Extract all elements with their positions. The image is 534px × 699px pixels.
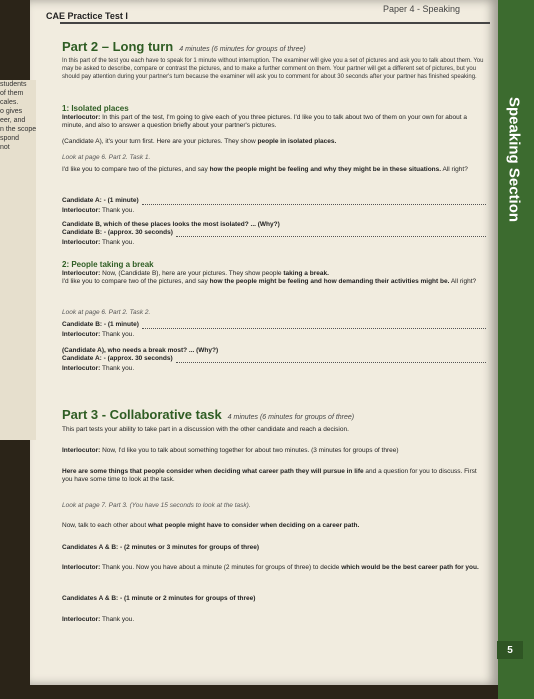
section1-compare: I'd like you to compare two of the pictures, and say how the people might be feeling and why they might be in these situations. All right?	[62, 166, 468, 173]
section2-candidate-b-line: Candidate B: - (1 minute)	[62, 321, 486, 329]
paper-tag: Paper 4 - Speaking	[383, 4, 461, 14]
header-rule	[60, 22, 490, 24]
section1-thanks1: Interlocutor: Thank you.	[62, 207, 135, 214]
section-label: Speaking Section	[505, 97, 523, 223]
part2-timing: 4 minutes (6 minutes for groups of three)	[179, 46, 306, 53]
book-page	[30, 0, 498, 685]
part2-intro: In this part of the test you each have to speak for 1 minute without interruption. The examiner will give you a set of pictures and ask you to talk about them. You may be asked to describe, compare or contrast the pictures, and to make a further comment on them. Your partner will get a different set of pictures, but you should pay attention during your partner's turn because the examiner will ask you to comment for about 30 seconds after your partner has finished speaking.	[62, 58, 484, 80]
part2-title: Part 2 – Long turn	[62, 39, 174, 54]
page-number: 5	[497, 641, 523, 659]
edge-text: cales.	[0, 99, 19, 106]
test-title: CAE Practice Test I	[46, 11, 128, 21]
section2-title: 2: People taking a break	[62, 260, 154, 269]
edge-text: eer, and	[0, 117, 26, 124]
section1-thanks2: Interlocutor: Thank you.	[62, 239, 135, 246]
part3-timing: 4 minutes (6 minutes for groups of three)	[227, 414, 355, 421]
section1-look: Look at page 6. Part 2. Task 1.	[62, 154, 151, 161]
section2-question-a: (Candidate A), who needs a break most? ... (Why?)	[62, 347, 219, 354]
edge-text: o gives	[0, 108, 23, 115]
section1-question-b: Candidate B, which of these places looks the most isolated? ... (Why?)	[62, 221, 280, 228]
edge-text: spond	[0, 135, 20, 142]
edge-text: students	[0, 81, 27, 88]
part3-task-intro: Here are some things that people consider when deciding what career path they will pursue in life and a question for you to discuss. First you have some time to look at the task.	[62, 468, 477, 483]
part3-candidates-line1: Candidates A & B: - (2 minutes or 3 minutes for groups of three)	[62, 544, 260, 551]
section2-thanks1: Interlocutor: Thank you.	[62, 331, 135, 338]
part3-look: Look at page 7. Part 3. (You have 15 seconds to look at the task).	[62, 502, 251, 509]
part3-talk: Now, talk to each other about what people might have to consider when deciding on a career path.	[62, 522, 360, 529]
section2-thanks2: Interlocutor: Thank you.	[62, 365, 135, 372]
section2-compare: I'd like you to compare two of the pictures, and say how the people might be feeling and how demanding their activities might be. All right?	[62, 278, 477, 285]
part3-candidates-line2: Candidates A & B: - (1 minute or 2 minutes for groups of three)	[62, 595, 256, 602]
part3-decide: Interlocutor: Thank you. Now you have about a minute (2 minutes for groups of three) to decide which would be the best career path for you.	[62, 564, 479, 571]
part3-interlocutor-line1: Interlocutor: Now, I'd like you to talk about something together for about two minutes. (3 minutes for groups of three)	[62, 447, 399, 454]
edge-text: not	[0, 144, 10, 151]
section1-candidate-a-intro: (Candidate A), it's your turn first. Here are your pictures. They show people in isolated places.	[62, 138, 337, 145]
section1-title: 1: Isolated places	[62, 104, 129, 113]
part3-title: Part 3 - Collaborative task	[62, 407, 222, 422]
section2-candidate-a-line: Candidate A: - (approx. 30 seconds)	[62, 355, 486, 363]
edge-text: n the scope	[0, 126, 36, 133]
previous-page-edge	[0, 80, 36, 440]
part2-heading	[62, 38, 486, 56]
section2-interlocutor: Interlocutor: Now, (Candidate B), here are your pictures. They show people taking a break.	[62, 270, 329, 277]
section2-look: Look at page 6. Part 2. Task 2.	[62, 309, 151, 316]
part3-heading	[62, 406, 486, 424]
part3-intro: This part tests your ability to take part in a discussion with the other candidate and reach a decision.	[62, 426, 349, 433]
edge-text: of them	[0, 90, 24, 97]
part3-thanks: Interlocutor: Thank you.	[62, 616, 135, 623]
section1-candidate-a-line: Candidate A: - (1 minute)	[62, 197, 486, 205]
section1-candidate-b-line: Candidate B: - (approx. 30 seconds)	[62, 229, 486, 237]
section1-interlocutor: Interlocutor: In this part of the test, I'm going to give each of you three pictures. I'd like you to talk about two of them on your own for about a minute, and also to answer a question briefly about your partner's pictures.	[62, 114, 467, 129]
